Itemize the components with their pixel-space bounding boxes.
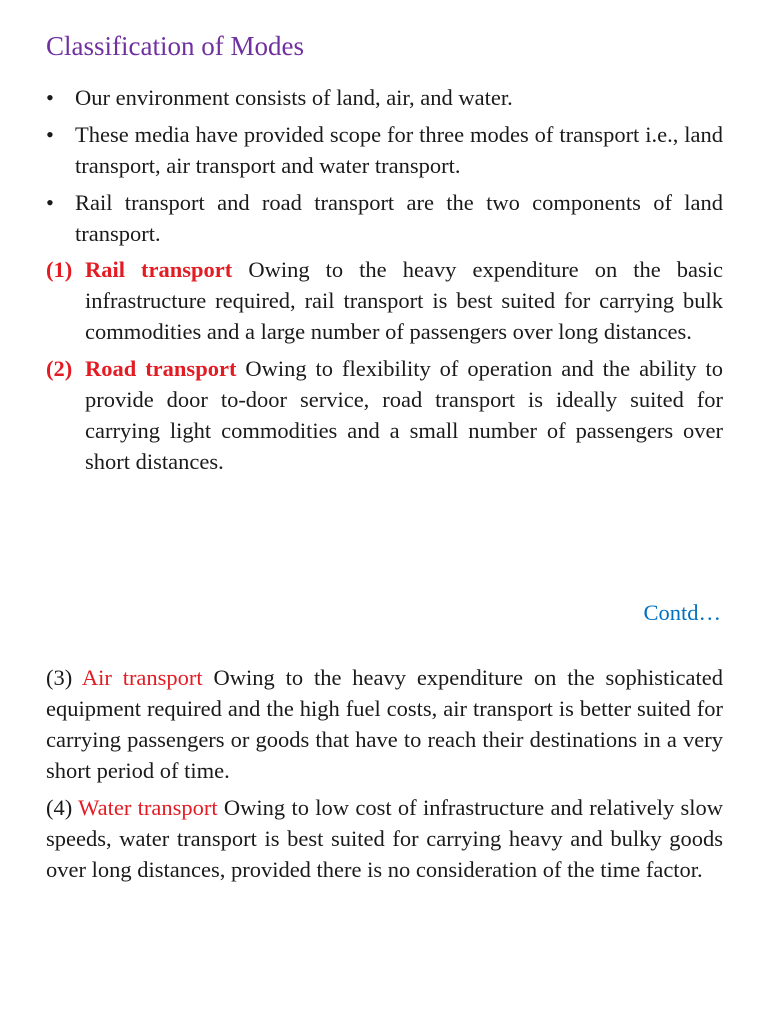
item-text: Owing to flexibility of operation and the ability to provide door to-door service, road transport is ideally suited for carrying light commodities and a small number of passengers over short distances. (85, 356, 723, 474)
bullet-list (46, 82, 723, 255)
paragraph-number: (4) (46, 795, 73, 820)
paragraph-text: Owing to the heavy expenditure on the sophisticated equipment required and the high fuel costs, air transport is better suited for carrying passengers or goods that have to reach their destinations in a very short period of time. (46, 665, 723, 783)
paragraph-air-transport (46, 662, 723, 786)
bullet-marker: • (46, 85, 54, 110)
page-title: Classification of Modes (46, 31, 304, 61)
bullet-text: Our environment consists of land, air, and water. (75, 85, 513, 110)
list-item-road-transport (46, 353, 723, 477)
item-term: Road transport (85, 356, 237, 381)
bullet-item (46, 187, 723, 249)
numbered-list (46, 254, 723, 483)
item-text: Owing to the heavy expenditure on the basic infrastructure required, rail transport is best suited for carrying bulk commodities and a large number of passengers over long distances. (85, 257, 724, 344)
paragraph-number: (3) (46, 665, 73, 690)
bullet-marker: • (46, 190, 54, 215)
paragraph-term: Water transport (78, 795, 218, 820)
list-item-rail-transport (46, 254, 723, 347)
bullet-text: Rail transport and road transport are the two components of land transport. (75, 190, 723, 246)
item-term: Rail transport (85, 257, 233, 282)
paragraph-list (46, 662, 723, 891)
bullet-item (46, 82, 723, 113)
bullet-marker: • (46, 122, 54, 147)
paragraph-term: Air transport (81, 665, 203, 690)
item-number: (1) (46, 257, 73, 282)
continued-label: Contd… (643, 600, 721, 625)
paragraph-text: Owing to low cost of infrastructure and relatively slow speeds, water transport is best suited for carrying heavy and bulky goods over long distances, provided there is no consideration of the time factor. (46, 795, 724, 882)
bullet-text: These media have provided scope for three modes of transport i.e., land transport, air transport and water transport. (75, 122, 723, 178)
bullet-item (46, 119, 723, 181)
item-number: (2) (46, 356, 73, 381)
paragraph-water-transport (46, 792, 723, 885)
